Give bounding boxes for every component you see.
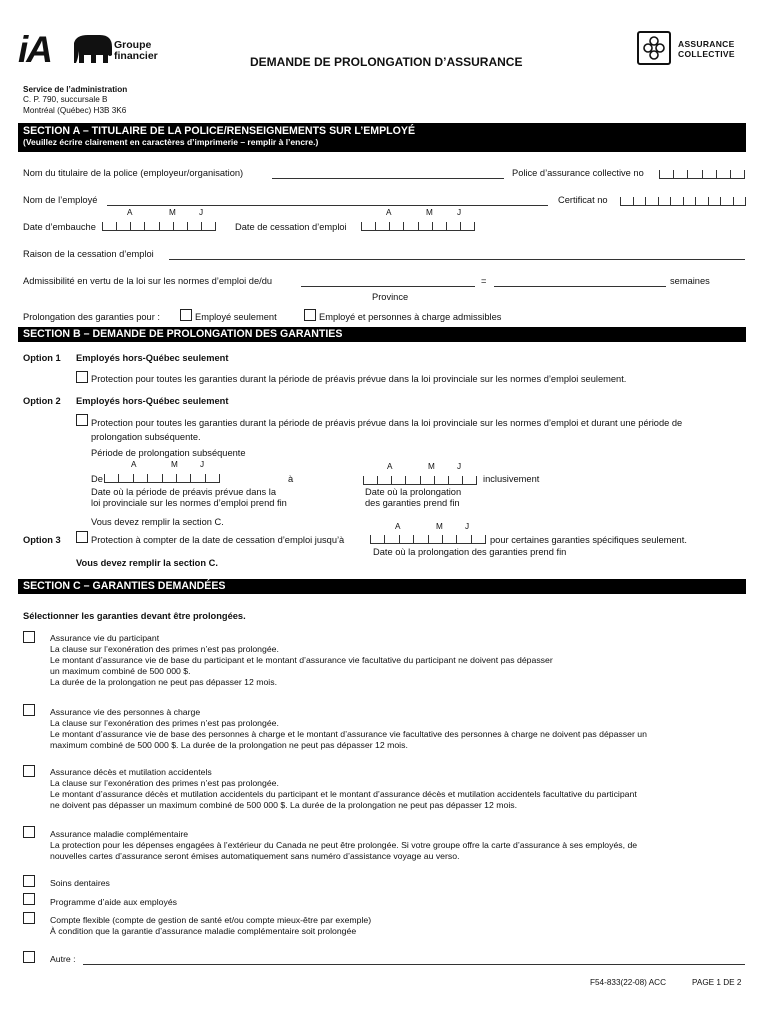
section-c-instruction: Sélectionner les garanties devant être prolongées. xyxy=(23,611,246,621)
option3-date-caption: Date où la prolongation des garanties prend fin xyxy=(373,547,567,557)
flex-account-item: Compte flexible (compte de gestion de santé et/ou compte mieux-être par exemple) À condition que la garantie d’assurance maladie complémentaire soit prolongée xyxy=(50,915,372,936)
add-insurance-checkbox[interactable] xyxy=(23,765,35,777)
end-date-label: Date de cessation d’emploi xyxy=(235,222,347,232)
subsequent-period-label: Période de prolongation subséquente xyxy=(91,448,246,458)
from-month-label: M xyxy=(171,460,178,469)
certificate-number-field[interactable] xyxy=(620,193,746,206)
end-date-day-label: J xyxy=(457,208,462,217)
dental-item: Soins dentaires xyxy=(50,878,110,888)
page-number: PAGE 1 DE 2 xyxy=(692,978,742,987)
option3-date-field[interactable] xyxy=(370,531,486,544)
end-date-year-label: A xyxy=(386,208,392,217)
to-label: à xyxy=(288,474,294,484)
hire-date-day-label: J xyxy=(199,208,204,217)
from-date-field[interactable] xyxy=(104,470,220,483)
health-insurance-checkbox[interactable] xyxy=(23,826,35,838)
end-date-month-label: M xyxy=(426,208,433,217)
group-insurance-label: ASSURANCE COLLECTIVE xyxy=(678,39,735,59)
section-b-header: SECTION B – DEMANDE DE PROLONGATION DES GARANTIES xyxy=(18,327,746,342)
option1-text: Protection pour toutes les garanties durant la période de préavis prévue dans la loi provinciale sur les normes d’emploi seulement. xyxy=(91,374,627,384)
notice-end-caption-1: Date où la période de préavis prévue dans la xyxy=(91,487,277,497)
hire-date-field[interactable] xyxy=(102,218,216,231)
opt3-day-label: J xyxy=(465,522,470,531)
dependent-life-item: Assurance vie des personnes à charge La clause sur l’exonération des primes n’est pas prolongée. Le montant d’assurance vie de base des personnes à charge et le montant d’assurance vie facultative des personnes à charge ne doivent pas dépasser un maximum combiné de 500 000 $. La durée de la prolongation ne peut pas dépasser 12 mois. xyxy=(50,707,647,750)
policyholder-field[interactable] xyxy=(272,178,504,179)
employee-dependents-checkbox[interactable] xyxy=(304,309,316,321)
province-label: Province xyxy=(372,292,409,302)
option1-heading: Employés hors-Québec seulement xyxy=(76,353,229,363)
option2-label: Option 2 xyxy=(23,396,61,406)
life-insurance-checkbox[interactable] xyxy=(23,631,35,643)
logo-text: Groupe financier xyxy=(114,39,158,62)
opt3-month-label: M xyxy=(436,522,443,531)
extension-end-caption-1: Date où la prolongation xyxy=(365,487,462,497)
to-date-field[interactable] xyxy=(363,472,477,485)
hire-date-label: Date d’embauche xyxy=(23,222,96,232)
option2-heading: Employés hors-Québec seulement xyxy=(76,396,229,406)
policyholder-label: Nom du titulaire de la police (employeur/organisation) xyxy=(23,168,244,178)
option3-specific-text: pour certaines garanties spécifiques seulement. xyxy=(490,535,687,545)
policy-number-label: Police d’assurance collective no xyxy=(512,168,644,178)
add-insurance-item: Assurance décès et mutilation accidentels La clause sur l’exonération des primes n’est pas prolongée. Le montant d’assurance décès et mutilation accidentels du participant et le montant d’assurance décès et mutilation accidentels facultative du participant ne doivent pas dépasser un maximum combiné de 500 000 $. La durée de la prolongation ne peut pas dépasser 12 mois. xyxy=(50,767,637,810)
employee-dependents-label: Employé et personnes à charge admissibles xyxy=(319,312,502,322)
option2-text-line1: Protection pour toutes les garanties durant la période de préavis prévue dans la loi provinciale sur les normes d’emploi et durant une période de xyxy=(91,418,683,428)
employee-only-label: Employé seulement xyxy=(195,312,277,322)
province-field[interactable] xyxy=(301,286,475,287)
policy-number-field[interactable] xyxy=(659,166,745,179)
employee-name-label: Nom de l’employé xyxy=(23,195,98,205)
logo-ia-text: iA xyxy=(18,29,51,70)
option3-checkbox[interactable] xyxy=(76,531,88,543)
from-year-label: A xyxy=(131,460,137,469)
eap-item: Programme d’aide aux employés xyxy=(50,897,177,907)
mailing-address: Service de l’administration C. P. 790, succursale B Montréal (Québec) H3B 3K6 xyxy=(23,85,128,115)
other-label: Autre : xyxy=(50,954,76,964)
to-year-label: A xyxy=(387,462,393,471)
to-day-label: J xyxy=(457,462,462,471)
other-field[interactable] xyxy=(83,964,745,965)
weeks-field[interactable] xyxy=(494,286,666,287)
section-a-header: SECTION A – TITULAIRE DE LA POLICE/RENSEIGNEMENTS SUR L’EMPLOYÉ (Veuillez écrire clairement en caractères d’imprimerie – remplir à l’encre.) xyxy=(18,123,746,152)
equals-sign: = xyxy=(481,276,487,286)
opt3-year-label: A xyxy=(395,522,401,531)
eligibility-label: Admissibilité en vertu de la loi sur les normes d’emploi de/du xyxy=(23,276,273,286)
option1-label: Option 1 xyxy=(23,353,61,363)
termination-reason-label: Raison de la cessation d’emploi xyxy=(23,249,154,259)
extension-end-caption-2: des garanties prend fin xyxy=(365,498,460,508)
option3-text: Protection à compter de la date de cessation d’emploi jusqu’à xyxy=(91,535,345,545)
option2-fill-c-note: Vous devez remplir la section C. xyxy=(91,517,224,527)
employee-name-field[interactable] xyxy=(107,205,548,206)
section-c-header: SECTION C – GARANTIES DEMANDÉES xyxy=(18,579,746,594)
option2-checkbox[interactable] xyxy=(76,414,88,426)
group-insurance-icon xyxy=(637,31,671,65)
company-logo xyxy=(18,31,164,71)
end-date-field[interactable] xyxy=(361,218,475,231)
elephant-icon xyxy=(70,33,114,67)
eap-checkbox[interactable] xyxy=(23,893,35,905)
inclusive-label: inclusivement xyxy=(483,474,540,484)
option2-text-line2: prolongation subséquente. xyxy=(91,432,201,442)
extension-label: Prolongation des garanties pour : xyxy=(23,312,160,322)
to-month-label: M xyxy=(428,462,435,471)
option3-label: Option 3 xyxy=(23,535,61,545)
flex-account-checkbox[interactable] xyxy=(23,912,35,924)
employee-only-checkbox[interactable] xyxy=(180,309,192,321)
dependent-life-checkbox[interactable] xyxy=(23,704,35,716)
from-label: De xyxy=(91,474,103,484)
notice-end-caption-2: loi provinciale sur les normes d’emploi prend fin xyxy=(91,498,287,508)
certificate-label: Certificat no xyxy=(558,195,608,205)
weeks-label: semaines xyxy=(670,276,710,286)
other-checkbox[interactable] xyxy=(23,951,35,963)
health-insurance-item: Assurance maladie complémentaire La protection pour les dépenses engagées à l’extérieur du Canada ne peut être prolongée. Si votre groupe offre la carte d’assurance à ses employés, de nouvelles cartes d’assurance seront émises automatiquement sans numéro d’assistance voyage au verso. xyxy=(50,829,638,861)
from-day-label: J xyxy=(200,460,205,469)
form-code: F54-833(22-08) ACC xyxy=(590,978,666,987)
form-title: DEMANDE DE PROLONGATION D’ASSURANCE xyxy=(250,55,523,69)
life-insurance-item: Assurance vie du participant La clause sur l’exonération des primes n’est pas prolongée. Le montant d’assurance vie de base du participant et le montant d’assurance vie facultative du participant ne doivent pas dépasser un maximum combiné de 500 000 $. La durée de la prolongation ne peut pas dépasser 12 mois. xyxy=(50,633,553,687)
hire-date-year-label: A xyxy=(127,208,133,217)
option1-checkbox[interactable] xyxy=(76,371,88,383)
termination-reason-field[interactable] xyxy=(169,259,745,260)
hire-date-month-label: M xyxy=(169,208,176,217)
option3-fill-c-note: Vous devez remplir la section C. xyxy=(76,558,218,568)
dental-checkbox[interactable] xyxy=(23,875,35,887)
